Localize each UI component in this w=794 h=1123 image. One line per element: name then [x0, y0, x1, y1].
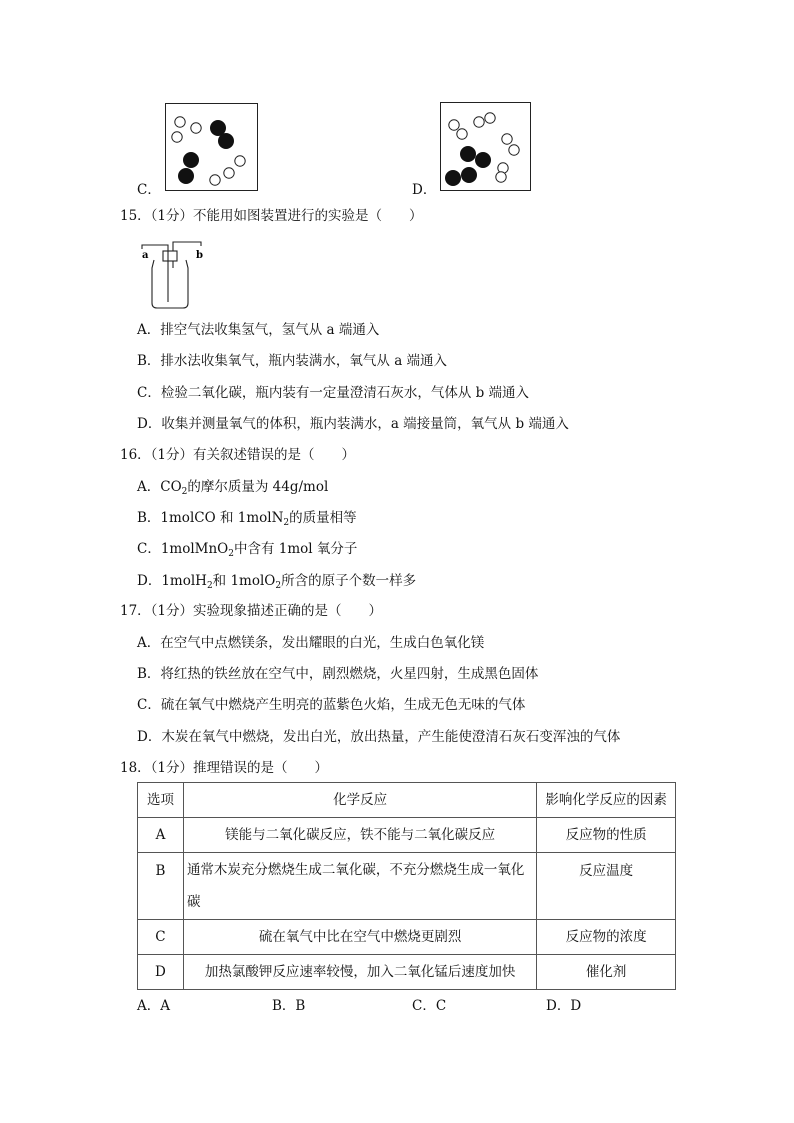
white-atom: [235, 156, 245, 166]
table-cell: 镁能与二氧化碳反应，铁不能与二氧化碳反应: [183, 818, 536, 853]
black-atom: [178, 168, 194, 184]
q16-option-d: D．1molH$_2$和 1molO$_2$所含的原子个数一样多: [137, 573, 417, 591]
black-atom: [475, 152, 491, 168]
white-atom: [502, 134, 512, 144]
bottle-label-b: b: [196, 250, 203, 261]
white-atom: [172, 132, 182, 142]
molecule-diagram-c: [165, 103, 258, 191]
table-row: [138, 955, 676, 990]
q16-option-c: C．1molMnO$_2$中含有 1mol 氧分子: [137, 541, 358, 559]
q18-answer-d: D．D: [546, 998, 582, 1014]
table-cell: C: [138, 920, 184, 955]
q15-option-b: B．排水法收集氧气，瓶内装满水，氧气从 a 端通入: [137, 353, 448, 369]
question-17-stem: 17．（1分）实验现象描述正确的是（ ）: [120, 603, 383, 619]
reaction-table: [137, 782, 676, 990]
table-cell: 反应物的浓度: [537, 920, 676, 955]
white-atom: [485, 113, 495, 123]
table-header: 化学反应: [183, 783, 536, 818]
q17-option-a: A．在空气中点燃镁条，发出耀眼的白光，生成白色氧化镁: [137, 635, 485, 651]
q17-option-d: D．木炭在氧气中燃烧，发出白光，放出热量，产生能使澄清石灰石变浑浊的气体: [137, 729, 621, 745]
table-cell: A: [138, 818, 184, 853]
q17-option-c: C．硫在氧气中燃烧产生明亮的蓝紫色火焰，生成无色无味的气体: [137, 697, 526, 713]
table-header: 影响化学反应的因素: [537, 783, 676, 818]
bottle-label-a: a: [142, 250, 149, 261]
table-cell: 硫在氧气中比在空气中燃烧更剧烈: [183, 920, 536, 955]
table-cell: 反应物的性质: [537, 818, 676, 853]
white-atom: [457, 129, 467, 139]
table-cell: D: [138, 955, 184, 990]
gas-bottle-diagram: [138, 238, 208, 310]
q18-answer-c: C．C: [412, 998, 447, 1014]
table-header-row: [138, 783, 676, 818]
black-atom: [218, 133, 234, 149]
table-cell: 催化剂: [537, 955, 676, 990]
white-atom: [449, 120, 459, 130]
question-16-stem: 16．（1分）有关叙述错误的是（ ）: [120, 447, 356, 463]
black-atom: [460, 146, 476, 162]
q15-option-a: A．排空气法收集氢气，氢气从 a 端通入: [137, 322, 380, 338]
table-cell: 加热氯酸钾反应速率较慢，加入二氧化锰后速度加快: [183, 955, 536, 990]
q16-option-b: B．1molCO 和 1molN$_2$的质量相等: [137, 510, 357, 528]
white-atom: [474, 117, 484, 127]
white-atom: [191, 123, 201, 133]
option-d-label: D．: [412, 182, 437, 198]
black-atom: [461, 167, 477, 183]
white-atom: [175, 117, 185, 127]
table-cell: 反应温度: [537, 853, 676, 920]
black-atom: [183, 152, 199, 168]
table-header: 选项: [138, 783, 184, 818]
table-row: [138, 920, 676, 955]
table-cell: 通常木炭充分燃烧生成二氧化碳，不充分燃烧生成一氧化碳: [183, 853, 536, 920]
q18-answer-a: A．A: [137, 998, 170, 1014]
option-c-label: C．: [137, 182, 161, 198]
white-atom: [496, 172, 506, 182]
table-row: [138, 818, 676, 853]
q15-option-c: C．检验二氧化碳，瓶内装有一定量澄清石灰水，气体从 b 端通入: [137, 385, 530, 401]
q15-option-d: D．收集并测量氧气的体积，瓶内装满水，a 端接量筒，氧气从 b 端通入: [137, 416, 569, 432]
question-18-stem: 18．（1分）推理错误的是（ ）: [120, 760, 329, 776]
table-cell: B: [138, 853, 184, 920]
white-atom: [224, 168, 234, 178]
molecule-diagram-d: [440, 102, 531, 191]
q16-option-a: A．$CO_2$的摩尔质量为 44g/mol: [137, 479, 329, 497]
table-row: [138, 853, 676, 920]
white-atom: [509, 145, 519, 155]
white-atom: [210, 175, 220, 185]
black-atom: [445, 170, 461, 186]
q18-answer-b: B．B: [272, 998, 306, 1014]
question-15-stem: 15．（1分）不能用如图装置进行的实验是（ ）: [120, 208, 423, 224]
q17-option-b: B．将红热的铁丝放在空气中，剧烈燃烧，火星四射，生成黑色固体: [137, 666, 539, 682]
